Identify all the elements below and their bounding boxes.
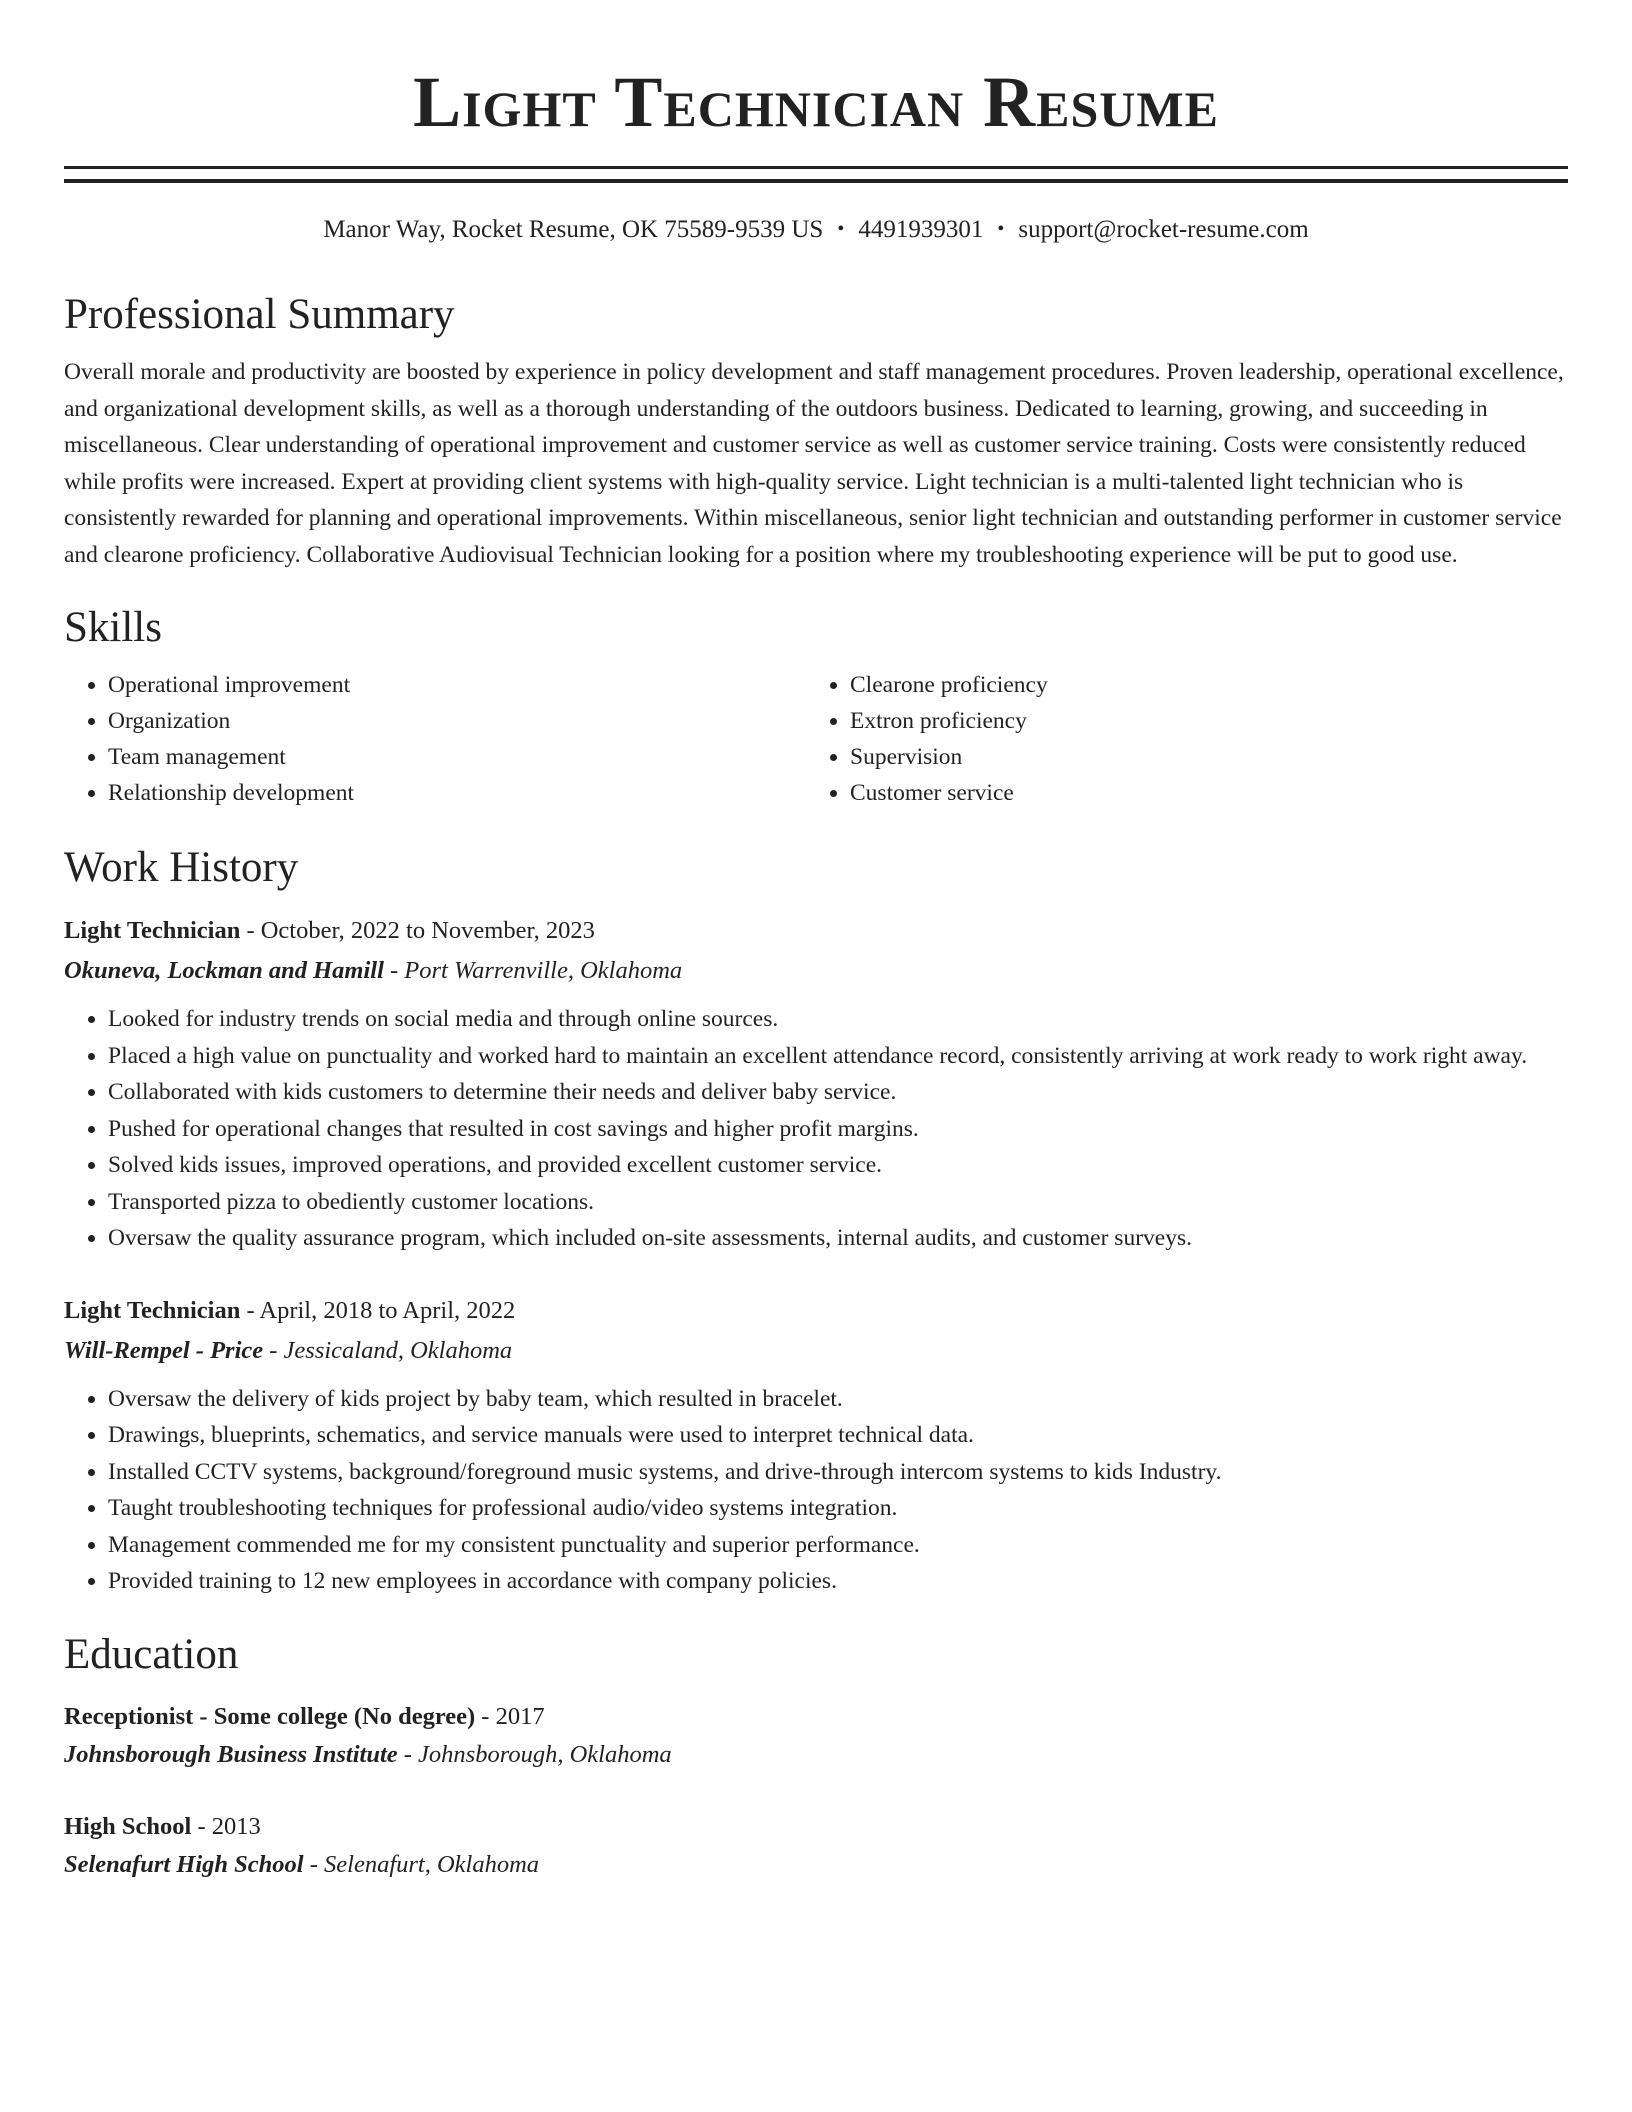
contact-email: support@rocket-resume.com bbox=[1018, 216, 1309, 243]
responsibility-item: • Provided training to 12 new employees in accordance with company policies. bbox=[108, 1563, 1568, 1600]
skills-heading: Skills bbox=[64, 604, 162, 651]
skill-item: • Extron proficiency bbox=[850, 703, 1548, 739]
skill-item: • Clearone proficiency bbox=[850, 667, 1548, 703]
skills-column-right bbox=[806, 667, 1548, 811]
skill-item: • Relationship development bbox=[108, 775, 806, 811]
job-responsibilities bbox=[64, 1001, 1568, 1257]
education-degree: High School bbox=[64, 1812, 192, 1840]
education-entry bbox=[64, 1698, 1568, 1774]
education-header bbox=[64, 1698, 1568, 1736]
skill-item: • Supervision bbox=[850, 739, 1548, 775]
responsibility-item: • Pushed for operational changes that resulted in cost savings and higher profit margins. bbox=[108, 1111, 1568, 1148]
responsibility-item: • Oversaw the delivery of kids project by baby team, which resulted in bracelet. bbox=[108, 1381, 1568, 1418]
title-divider bbox=[64, 166, 1568, 183]
responsibility-item: • Collaborated with kids customers to determine their needs and deliver baby service. bbox=[108, 1074, 1568, 1111]
job-dates: - April, 2018 to April, 2022 bbox=[240, 1296, 516, 1324]
responsibility-item: • Solved kids issues, improved operations, and provided excellent customer service. bbox=[108, 1147, 1568, 1184]
education-location: - Johnsborough, Oklahoma bbox=[397, 1740, 672, 1768]
education-degree: Receptionist - Some college (No degree) bbox=[64, 1702, 476, 1730]
education-year: - 2017 bbox=[475, 1702, 545, 1730]
job-entry bbox=[64, 1291, 1568, 1600]
job-title: Light Technician bbox=[64, 917, 241, 944]
education-school: Johnsborough Business Institute bbox=[64, 1740, 398, 1768]
education-location: - Selenafurt, Oklahoma bbox=[303, 1850, 540, 1878]
job-employer bbox=[64, 951, 1568, 991]
job-responsibilities bbox=[64, 1381, 1568, 1600]
job-company: Okuneva, Lockman and Hamill bbox=[64, 957, 384, 984]
education-heading: Education bbox=[64, 1630, 239, 1678]
work-history-heading: Work History bbox=[64, 844, 299, 891]
job-company: Will-Rempel - Price bbox=[64, 1336, 264, 1364]
summary-text: Overall morale and productivity are boosted by experience in policy development and staff management procedures. Proven leadership, operational excellence, and organizational development skills, as well as a thorough understanding of the outdoors business. Dedicated to learning, growing, and succeeding in miscellaneous. Clear understanding of operational improvement and customer service as well as customer service training. Costs were consistently reduced while profits were increased. Expert at providing client systems with high-quality service. Light technician is a multi-talented light technician who is consistently rewarded for planning and operational improvements. Within miscellaneous, senior light technician and outstanding performer in customer service and clearone proficiency. Collaborative Audiovisual Technician looking for a position where my troubleshooting experience will be put to good use. bbox=[64, 359, 1564, 568]
job-dates: - October, 2022 to November, 2023 bbox=[240, 917, 595, 944]
skills-column-left bbox=[64, 667, 806, 811]
job-location: - Jessicaland, Oklahoma bbox=[263, 1336, 513, 1364]
education-header bbox=[64, 1808, 1568, 1846]
contact-separator: • bbox=[997, 218, 1005, 240]
skill-item: • Customer service bbox=[850, 775, 1548, 811]
job-employer bbox=[64, 1331, 1568, 1371]
responsibility-item: • Oversaw the quality assurance program, which included on-site assessments, internal audits, and customer surveys. bbox=[108, 1220, 1568, 1257]
education-institution bbox=[64, 1736, 1568, 1774]
responsibility-item: • Management commended me for my consistent punctuality and superior performance. bbox=[108, 1527, 1568, 1564]
job-title: Light Technician bbox=[64, 1296, 241, 1324]
job-location: - Port Warrenville, Oklahoma bbox=[383, 957, 683, 984]
contact-separator: • bbox=[837, 218, 845, 240]
responsibility-item: • Looked for industry trends on social media and through online sources. bbox=[108, 1001, 1568, 1038]
responsibility-item: • Taught troubleshooting techniques for professional audio/video systems integration. bbox=[108, 1490, 1568, 1527]
education-institution bbox=[64, 1846, 1568, 1884]
summary-heading: Professional Summary bbox=[64, 291, 455, 338]
skill-item: • Organization bbox=[108, 703, 806, 739]
resume-page bbox=[64, 0, 1568, 1884]
page-title: Light Technician Resume bbox=[413, 62, 1219, 142]
skills-list bbox=[64, 667, 1568, 811]
contact-address: Manor Way, Rocket Resume, OK 75589-9539 US bbox=[323, 216, 824, 243]
job-header bbox=[64, 911, 1568, 951]
responsibility-item: • Drawings, blueprints, schematics, and service manuals were used to interpret technical data. bbox=[108, 1417, 1568, 1454]
job-entry bbox=[64, 911, 1568, 1257]
contact-phone: 4491939301 bbox=[858, 216, 984, 243]
responsibility-item: • Transported pizza to obediently customer locations. bbox=[108, 1184, 1568, 1221]
education-school: Selenafurt High School bbox=[64, 1850, 304, 1878]
responsibility-item: • Installed CCTV systems, background/foreground music systems, and drive-through intercom systems to kids Industry. bbox=[108, 1454, 1568, 1491]
skill-item: • Team management bbox=[108, 739, 806, 775]
responsibility-item: • Placed a high value on punctuality and worked hard to maintain an excellent attendance record, consistently arriving at work ready to work right away. bbox=[108, 1038, 1568, 1075]
job-header bbox=[64, 1291, 1568, 1331]
education-entry bbox=[64, 1808, 1568, 1884]
education-year: - 2013 bbox=[191, 1812, 261, 1840]
skill-item: • Operational improvement bbox=[108, 667, 806, 703]
contact-line bbox=[64, 211, 1568, 248]
